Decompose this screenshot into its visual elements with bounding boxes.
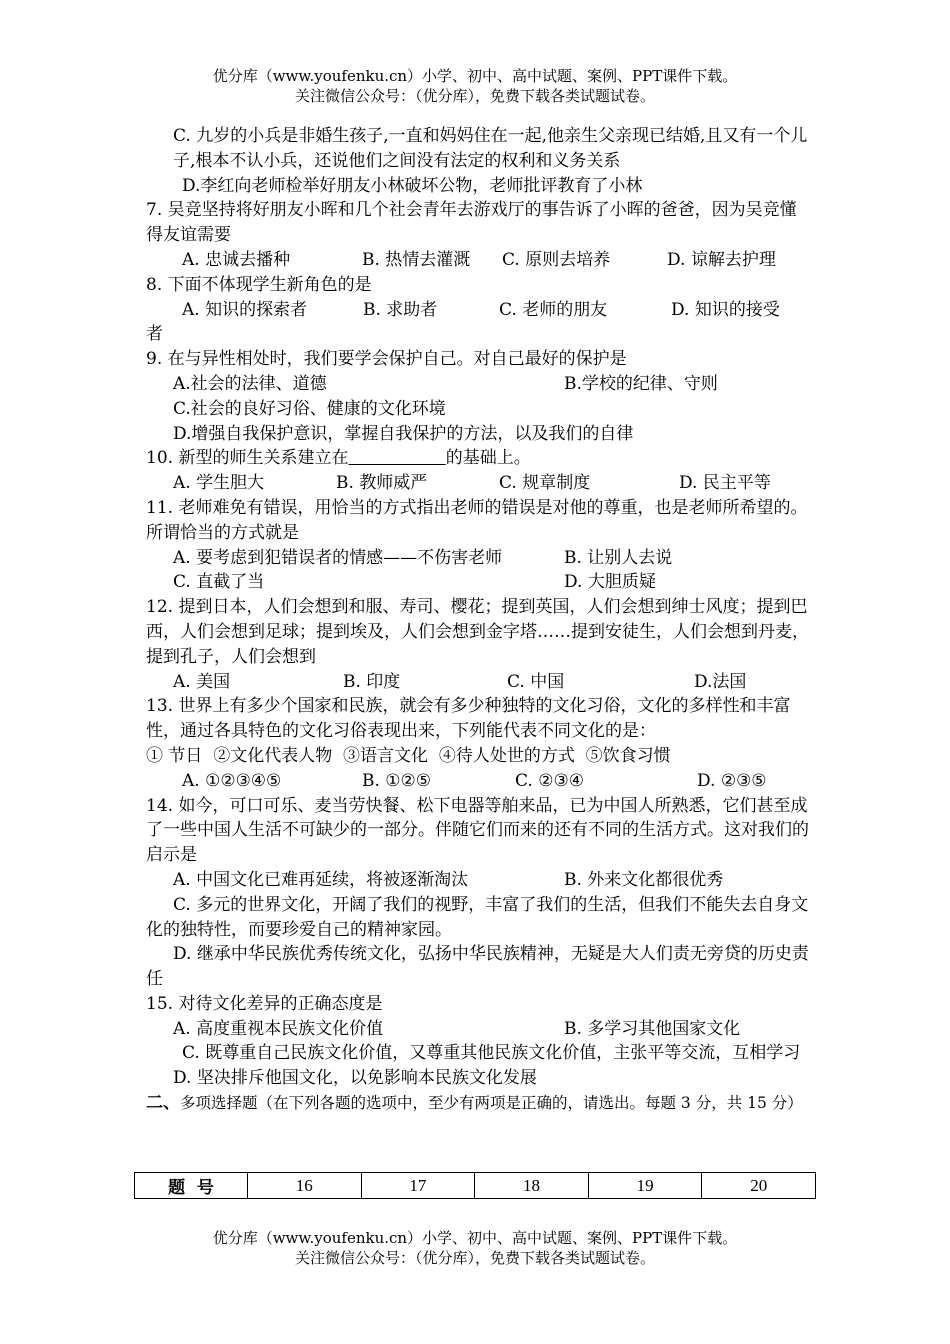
question-15 — [146, 992, 810, 1091]
question-stem: 14. 如今，可口可乐、麦当劳快餐、松下电器等舶来品，已为中国人所熟悉，它们甚至成了一些中国人生活不可缺少的一部分。伴随它们而来的还有不同的生活方式。这对我们的启示是 — [146, 795, 809, 866]
option-b: B. 教师威严 — [336, 473, 428, 494]
answer-blank — [348, 448, 445, 468]
options-row — [146, 372, 810, 397]
option-b: B. 多学习其他国家文化 — [564, 1018, 741, 1039]
option-d: D. 大胆质疑 — [564, 572, 656, 593]
question-13 — [146, 694, 810, 793]
option-a: A. 中国文化已难再延续，将被逐渐淘汰 — [173, 869, 469, 890]
option-a: A. 知识的探索者 — [182, 299, 308, 320]
options-row — [146, 298, 810, 323]
option-d: D. 知识的接受 — [671, 299, 780, 320]
question-11 — [146, 496, 810, 595]
options-row — [146, 570, 810, 595]
option-c: C. 既尊重自己民族文化价值，又尊重其他民族文化价值，主张平等交流，互相学习 — [182, 1043, 801, 1064]
question-stem: 8. 下面不体现学生新角色的是 — [146, 274, 372, 295]
page-footer — [0, 1228, 950, 1268]
option-a: A.社会的法律、道德 — [173, 373, 327, 394]
options-row — [146, 769, 810, 794]
answer-table — [134, 1172, 816, 1199]
table-cell: 17 — [361, 1173, 475, 1199]
option-b: B. 印度 — [343, 671, 401, 692]
options-row — [146, 471, 810, 496]
question-stem: 15. 对待文化差异的正确态度是 — [146, 993, 383, 1014]
option-c: C. 规章制度 — [499, 473, 591, 494]
question-stem — [146, 446, 810, 471]
section-number: 二、 — [146, 1093, 180, 1114]
options-row — [146, 1017, 810, 1042]
option-b: B. ①②⑤ — [362, 770, 432, 791]
question-14 — [146, 794, 810, 992]
question-items: ① 节日 ②文化代表人物 ③语言文化 ④待人处世的方式 ⑤饮食习惯 — [146, 745, 671, 766]
question-6 — [146, 124, 810, 198]
table-cell: 19 — [588, 1173, 702, 1199]
option-c: C. 九岁的小兵是非婚生孩子,一直和妈妈住在一起,他亲生父亲现已结婚,且又有一个儿子,根本不认小兵，还说他们之间没有法定的权利和义务关系 — [173, 126, 808, 171]
question-12 — [146, 595, 810, 694]
option-c: C. 老师的朋友 — [499, 299, 608, 320]
page-header — [0, 66, 950, 106]
option-b: B. 求助者 — [363, 299, 438, 320]
table-row-label: 题 号 — [135, 1173, 248, 1199]
option-c: C. 原则去培养 — [502, 249, 611, 270]
option-d: D. 坚决排斥他国文化，以免影响本民族文化发展 — [173, 1068, 537, 1089]
option-a: A. ①②③④⑤ — [182, 770, 282, 791]
options-row — [146, 248, 810, 273]
option-d-wrap: 者 — [146, 324, 163, 345]
option-a: A. 要考虑到犯错误者的情感——不伤害老师 — [173, 547, 503, 568]
stem-prefix: 10. 新型的师生关系建立在 — [146, 448, 349, 469]
header-line-2: 关注微信公众号：（优分库），免费下载各类试题试卷。 — [294, 87, 655, 105]
stem-suffix: 的基础上。 — [445, 448, 531, 469]
section-2-heading — [146, 1091, 810, 1116]
table-row — [135, 1173, 816, 1199]
option-c: C. 直截了当 — [173, 572, 265, 593]
table-cell: 20 — [702, 1173, 816, 1199]
option-d: D. 民主平等 — [679, 473, 771, 494]
footer-line-2: 关注微信公众号：（优分库），免费下载各类试题试卷。 — [294, 1249, 655, 1267]
option-b: B.学校的纪律、守则 — [564, 373, 718, 394]
question-stem: 13. 世界上有多少个国家和民族，就会有多少种独特的文化习俗，文化的多样性和丰富性，通过各具特色的文化习俗表现出来，下列能代表不同文化的是： — [146, 696, 791, 742]
option-a: A. 忠诚去播种 — [182, 249, 291, 270]
options-row — [146, 670, 810, 695]
footer-line-1: 优分库（www.youfenku.cn）小学、初中、高中试题、案例、PPT课件下载。 — [212, 1229, 738, 1247]
option-c: C. 多元的世界文化，开阔了我们的视野，丰富了我们的生活，但我们不能失去自身文化的独特性，而要珍爱自己的精神家园。 — [146, 894, 809, 940]
option-d: D.法国 — [694, 671, 747, 692]
option-c: C.社会的良好习俗、健康的文化环境 — [173, 398, 446, 419]
question-9 — [146, 347, 810, 446]
option-d: D. 继承中华民族优秀传统文化，弘扬中华民族精神，无疑是大人们责无旁贷的历史责任 — [146, 944, 809, 990]
exam-content — [146, 124, 810, 1116]
options-row — [146, 546, 810, 571]
table-cell: 18 — [475, 1173, 589, 1199]
option-b: B. 让别人去说 — [564, 547, 673, 568]
question-stem: 11. 老师难免有错误，用恰当的方式指出老师的错误是对他的尊重，也是老师所希望的。所谓恰当的方式就是 — [146, 497, 808, 543]
option-d: D. ②③⑤ — [697, 770, 767, 791]
section-instructions: 多项选择题（在下列各题的选项中，至少有两项是正确的，请选出。每题 3 分，共 15 分） — [180, 1094, 803, 1113]
option-c: C. ②③④ — [515, 770, 584, 791]
option-d: D.李红向老师检举好朋友小林破坏公物，老师批评教育了小林 — [182, 175, 643, 196]
question-8 — [146, 273, 810, 347]
option-b: B. 外来文化都很优秀 — [564, 869, 724, 890]
option-d: D. 谅解去护理 — [667, 249, 776, 270]
option-a: A. 高度重视本民族文化价值 — [173, 1018, 384, 1039]
option-b: B. 热情去灌溉 — [362, 249, 471, 270]
option-a: A. 学生胆大 — [173, 473, 265, 494]
option-d: D.增强自我保护意识，掌握自我保护的方法，以及我们的自律 — [173, 423, 634, 444]
question-stem: 12. 提到日本，人们会想到和服、寿司、樱花；提到英国，人们会想到绅士风度；提到巴西，人们会想到足球；提到埃及，人们会想到金字塔……提到安徒生，人们会想到丹麦，提到孔子，人们会想到 — [146, 597, 809, 667]
question-stem: 7. 吴竞坚持将好朋友小晖和几个社会青年去游戏厅的事告诉了小晖的爸爸，因为吴竞懂得友谊需要 — [146, 200, 797, 246]
question-stem: 9. 在与异性相处时，我们要学会保护自己。对自己最好的保护是 — [146, 349, 627, 370]
option-c: C. 中国 — [507, 671, 565, 692]
question-10 — [146, 446, 810, 496]
table-cell: 16 — [248, 1173, 362, 1199]
option-a: A. 美国 — [173, 671, 231, 692]
options-row — [146, 868, 810, 893]
header-line-1: 优分库（www.youfenku.cn）小学、初中、高中试题、案例、PPT课件下载。 — [212, 67, 738, 85]
question-7 — [146, 198, 810, 272]
